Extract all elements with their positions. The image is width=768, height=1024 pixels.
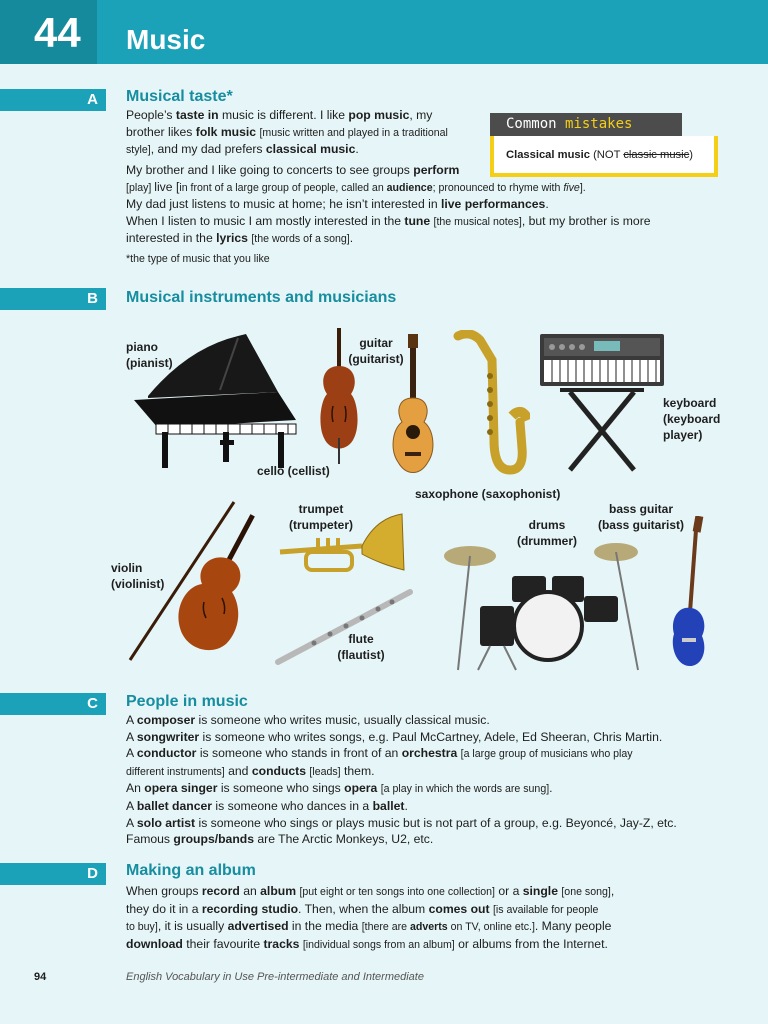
section-a-tab: [0, 89, 106, 111]
label-violin: violin (violinist): [111, 561, 165, 591]
section-d-heading: Making an album: [126, 862, 256, 879]
label-trumpet: trumpet (trumpeter): [288, 502, 353, 532]
section-c-body: A composer is someone who writes music, usually classical music. A songwriter is someone who writes songs, e.g. Paul McCartney, Adele, Ed Sheeran, Chris Martin. A conductor is someone who stands in front of an orchestra [a large group of musicians who play different instruments] and conducts [leads] them. An opera singer is someone who sings opera [a play in which the words are sung]. A ballet dancer is someone who dances in a ballet. A solo artist is someone who sings or plays music but is not part of a group, e.g. Beyoncé, Jay-Z, etc. Famous groups/bands are The Arctic Monkeys, U2, etc.: [126, 713, 677, 847]
label-piano: piano (pianist): [126, 340, 173, 370]
label-guitar: guitar (guitarist): [348, 336, 404, 366]
page-number: 94: [34, 971, 47, 983]
section-a-body-1: People’s taste in music is different. I like pop music, my brother likes folk music [music written and played in a traditional style], and my dad prefers classical music.: [126, 108, 448, 157]
section-a-heading: Musical taste*: [126, 88, 233, 105]
section-b-tab: [0, 288, 106, 310]
section-d-tab: [0, 863, 106, 885]
section-c-tab: [0, 693, 106, 715]
label-bass-guitar: bass guitar (bass guitarist): [597, 502, 684, 532]
common-mistakes-content: Classical music (NOT classic music): [490, 136, 718, 177]
section-c-heading: People in music: [126, 693, 248, 710]
section-b-letter: B: [87, 290, 98, 307]
drums-image: [430, 538, 656, 674]
unit-title: Music: [126, 24, 206, 55]
common-mistakes-title: Common mistakes: [490, 113, 682, 136]
common-mistakes-box: [490, 113, 718, 177]
keyboard-image: [540, 334, 666, 474]
label-flute: flute (flautist): [337, 632, 385, 662]
section-d-letter: D: [87, 865, 98, 882]
label-keyboard: keyboard (keyboard player): [663, 396, 721, 442]
label-drums: drums (drummer): [516, 518, 577, 548]
bass-guitar-image: [668, 516, 708, 672]
section-b-heading: Musical instruments and musicians: [126, 289, 397, 306]
section-a-letter: A: [87, 91, 98, 108]
label-cello: cello (cellist): [257, 464, 330, 478]
saxophone-image: [450, 330, 530, 480]
label-saxophone: saxophone (saxophonist): [415, 487, 561, 501]
section-a-body-2: My brother and I like going to concerts to see groups perform [play] live [in front of a large group of people, called an audience; pronounced to rhyme with five]. My dad just listens to music at home; he isn’t interested in live performances. When I listen to music I am mostly interested in the tune [the musical notes], but my brother is more interested in the lyrics [the words of a song].: [126, 163, 651, 246]
section-a-footnote: *the type of music that you like: [126, 253, 270, 265]
unit-number-box: [0, 0, 97, 64]
section-d-body: When groups record an album [put eight or ten songs into one collection] or a single [one song], they do it in a recording studio. Then, when the album comes out [is available for people to buy], it is usually advertised in the media [there are adverts on TV, online etc.]. Many people download their favourite tracks [individual songs from an album] or albums from the Internet.: [126, 884, 615, 951]
unit-number: 44: [34, 9, 81, 56]
section-c-letter: C: [87, 695, 98, 712]
book-title: English Vocabulary in Use Pre-intermediate and Intermediate: [126, 971, 424, 983]
unit-header: [0, 0, 768, 64]
